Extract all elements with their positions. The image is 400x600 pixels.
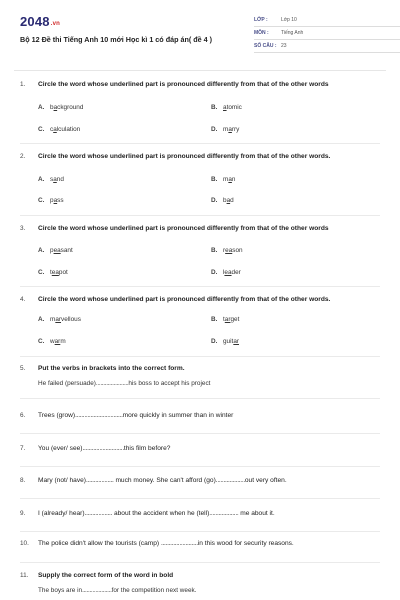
question-divider — [20, 398, 380, 399]
question-number: 4. — [20, 296, 26, 303]
meta-row-subject — [254, 27, 400, 40]
question-number: 3. — [20, 225, 26, 232]
option-d[interactable]: D. guitar — [211, 338, 239, 345]
option-c[interactable]: C. pass — [38, 197, 64, 204]
answer-blank[interactable]: ............................... — [75, 412, 123, 419]
option-a[interactable]: A. background — [38, 104, 84, 111]
answer-blank[interactable]: ...................... — [95, 380, 129, 387]
question-text: Mary (not/ have).................. much money. She can't afford (go)...................out very often. — [38, 477, 287, 484]
question-1 — [20, 81, 384, 88]
option-a[interactable]: A. marvellous — [38, 316, 81, 323]
logo-suffix: .vn — [50, 21, 61, 27]
question-divider — [20, 466, 380, 467]
option-c[interactable]: C. teapot — [38, 269, 68, 276]
question-7 — [20, 445, 384, 452]
question-text: Circle the word whose underlined part is pronounced differently from that of the other words — [38, 225, 329, 232]
option-d[interactable]: D. leader — [211, 269, 241, 276]
option-b[interactable]: B. reason — [211, 247, 243, 254]
question-4 — [20, 296, 384, 303]
meta-label: LỚP : — [254, 17, 268, 23]
question-number: 2. — [20, 153, 26, 160]
answer-blank[interactable]: ........................... — [82, 445, 124, 452]
option-b[interactable]: B. man — [211, 176, 236, 183]
question-text: I (already/ hear).................. about the accident when he (tell)................... me about it. — [38, 510, 275, 517]
fill-sentence: The boys are in....................for the competition next week. — [38, 587, 197, 594]
meta-value: Lớp 10 — [281, 17, 297, 23]
question-number: 10. — [20, 540, 29, 547]
logo-text: 2048 — [20, 14, 50, 29]
site-logo[interactable] — [20, 14, 60, 29]
question-text: You (ever/ see)...........................this film before? — [38, 445, 171, 452]
question-3 — [20, 225, 384, 232]
question-divider — [20, 498, 380, 499]
question-11 — [20, 572, 384, 579]
question-text: Supply the correct form of the word in bold — [38, 572, 174, 579]
exam-meta — [254, 14, 400, 53]
question-text: Circle the word whose underlined part is pronounced differently from that of the other words — [38, 81, 329, 88]
question-8 — [20, 477, 384, 484]
answer-blank[interactable]: ................... — [215, 477, 245, 484]
option-c[interactable]: C. calculation — [38, 126, 81, 133]
answer-blank[interactable]: .................. — [84, 510, 113, 517]
question-text: The police didn't allow the tourists (camp) ........................in this wood for security reasons. — [38, 540, 294, 547]
option-d[interactable]: D. marry — [211, 126, 240, 133]
meta-label: MÔN : — [254, 30, 269, 36]
question-divider — [20, 433, 380, 434]
meta-row-class — [254, 14, 400, 27]
document-title: Bộ 12 Đề thi Tiếng Anh 10 mới Học kì 1 có đáp án( đề 4 ) — [20, 35, 213, 44]
option-a[interactable]: A. sand — [38, 176, 64, 183]
option-c[interactable]: C. warm — [38, 338, 66, 345]
question-number: 8. — [20, 477, 26, 484]
question-number: 6. — [20, 412, 26, 419]
meta-row-count — [254, 40, 400, 53]
question-9 — [20, 510, 384, 517]
question-number: 1. — [20, 81, 26, 88]
answer-blank[interactable]: ........................ — [160, 540, 198, 547]
question-divider — [20, 562, 380, 563]
option-b[interactable]: B. target — [211, 316, 240, 323]
option-d[interactable]: D. bad — [211, 197, 234, 204]
question-number: 9. — [20, 510, 26, 517]
question-divider — [20, 531, 380, 532]
question-divider — [20, 215, 380, 216]
answer-blank[interactable]: .................... — [82, 587, 112, 594]
question-divider — [20, 356, 380, 357]
question-divider — [20, 286, 380, 287]
header-divider — [14, 70, 386, 71]
question-divider — [20, 143, 380, 144]
question-text: Trees (grow)...............................more quickly in summer than in winter — [38, 412, 234, 419]
question-text: Circle the word whose underlined part is pronounced differently from that of the other words. — [38, 153, 331, 160]
question-text: Put the verbs in brackets into the correct form. — [38, 365, 185, 372]
question-10 — [20, 540, 384, 547]
question-number: 5. — [20, 365, 26, 372]
question-number: 7. — [20, 445, 26, 452]
question-text: Circle the word whose underlined part is pronounced differently from that of the other words. — [38, 296, 331, 303]
meta-value: Tiếng Anh — [281, 30, 304, 36]
question-5 — [20, 365, 384, 372]
option-b[interactable]: B. atomic — [211, 104, 242, 111]
answer-blank[interactable]: ................... — [209, 510, 239, 517]
question-6 — [20, 412, 384, 419]
meta-value: 23 — [281, 43, 287, 49]
fill-sentence: He failed (persuade)......................his boss to accept his project — [38, 380, 211, 387]
option-a[interactable]: A. peasant — [38, 247, 73, 254]
header — [20, 12, 380, 64]
question-2 — [20, 153, 384, 160]
meta-label: SỐ CÂU : — [254, 43, 277, 49]
answer-blank[interactable]: .................. — [86, 477, 114, 484]
question-number: 11. — [20, 572, 29, 579]
